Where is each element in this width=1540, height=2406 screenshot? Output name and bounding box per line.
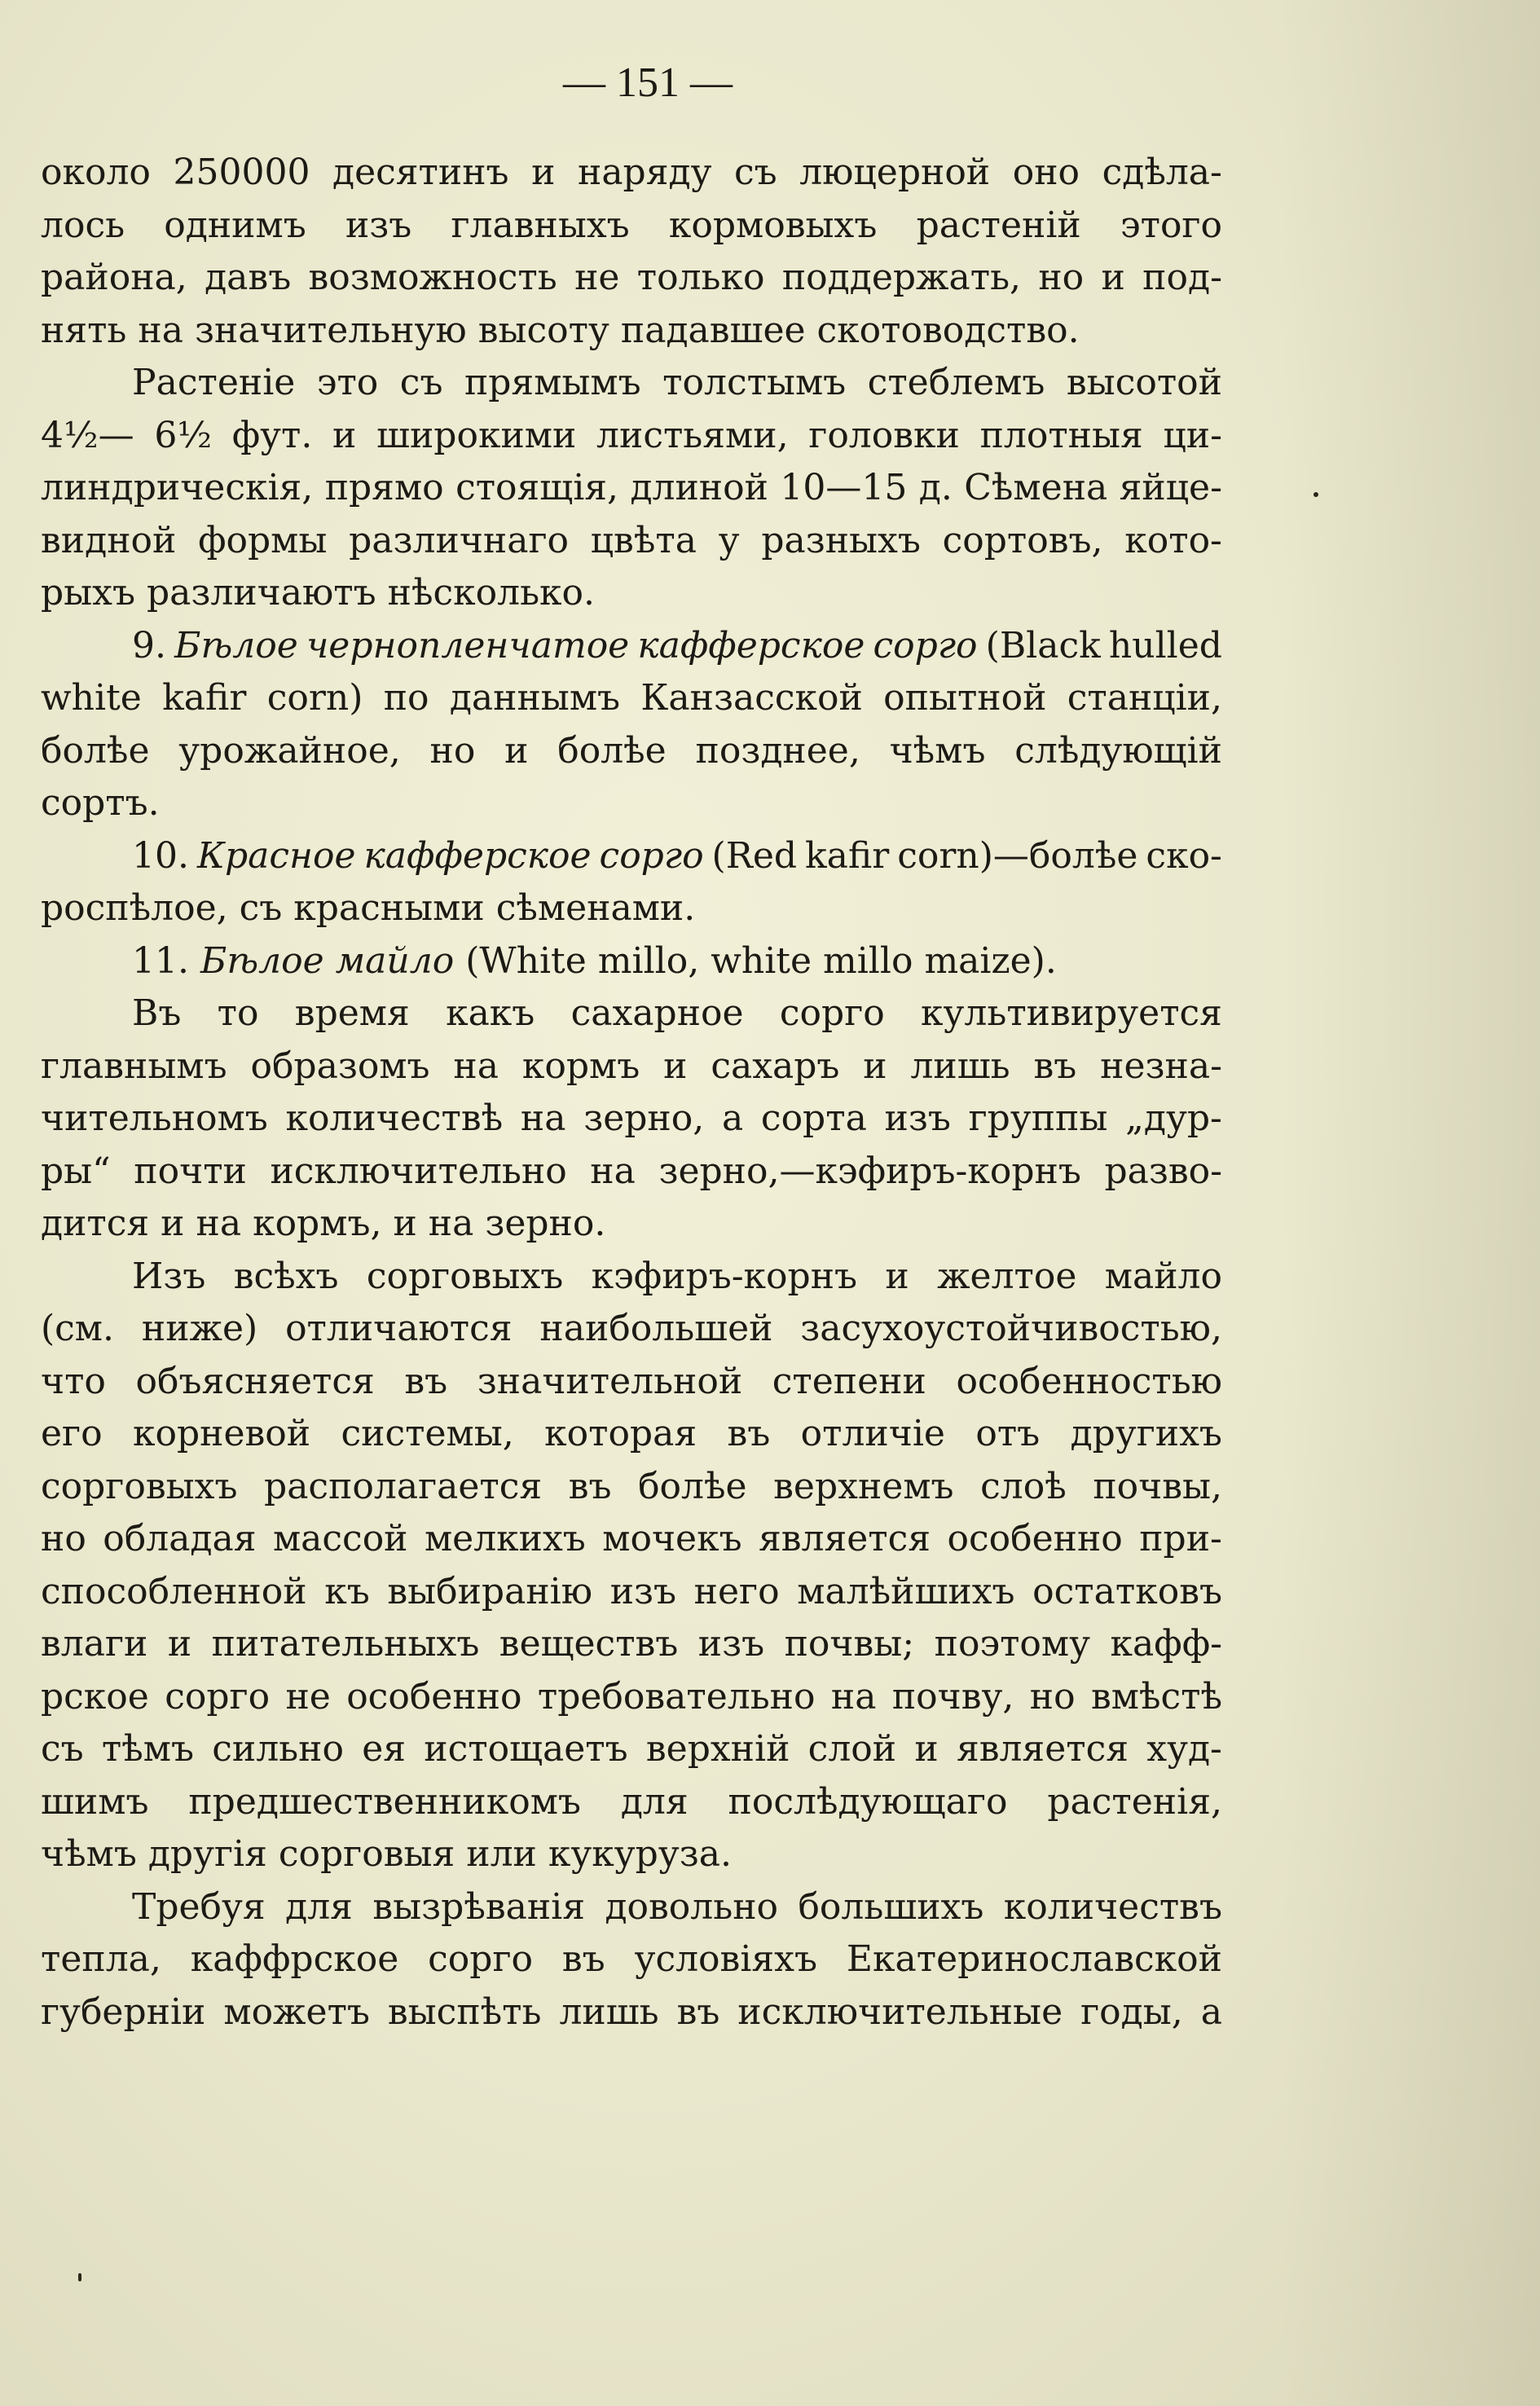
word: въ — [727, 1413, 771, 1454]
word: съ — [734, 152, 777, 193]
text-line — [41, 1461, 1222, 1514]
word: лишь — [559, 1990, 659, 2033]
word: исключительно — [270, 1150, 567, 1192]
word: и — [504, 729, 529, 772]
word: кормовыхъ — [668, 204, 878, 246]
word: чительномъ — [41, 1097, 268, 1139]
text-line — [41, 147, 1222, 200]
word: 4½— — [41, 414, 134, 456]
word: на — [196, 1203, 242, 1244]
word: майло — [1104, 1255, 1222, 1297]
word: съ — [41, 1728, 84, 1770]
word: къ — [324, 1570, 370, 1612]
word: сортовъ, — [942, 519, 1103, 561]
word: ци- — [1163, 414, 1222, 456]
word: головки — [808, 414, 960, 456]
word: главнымъ — [41, 1045, 227, 1087]
word: кафф- — [1110, 1623, 1222, 1665]
word: сорго — [165, 1675, 271, 1718]
text-line — [41, 1828, 1222, 1881]
word: формы — [198, 519, 328, 561]
word: наибольшей — [539, 1308, 773, 1349]
word: лишь — [910, 1045, 1010, 1087]
word: но — [41, 1518, 86, 1559]
word: его — [41, 1413, 103, 1454]
word: съ — [239, 887, 283, 929]
word: Изъ — [132, 1255, 206, 1297]
text-line — [41, 515, 1222, 568]
word: (Red — [711, 834, 798, 877]
word: разво- — [1104, 1150, 1222, 1192]
word: различнаго — [349, 519, 570, 561]
word: 250000 — [173, 152, 310, 193]
word: чернопленчатое — [306, 624, 630, 666]
word: въ — [404, 1360, 448, 1402]
word: даннымъ — [449, 677, 621, 719]
text-line — [41, 1198, 1222, 1251]
word: на — [428, 1203, 474, 1244]
text-line — [41, 777, 1222, 830]
word: шимъ — [41, 1780, 149, 1823]
word: почву, — [891, 1675, 1014, 1718]
word: годы, — [1080, 1990, 1183, 2033]
word: чѣмъ — [41, 1833, 137, 1875]
word: corn) — [266, 677, 363, 719]
word: него — [693, 1570, 780, 1612]
word: kafir — [162, 677, 247, 719]
word: незна- — [1100, 1045, 1222, 1087]
text-line — [41, 1566, 1222, 1619]
word: мочекъ — [602, 1518, 742, 1559]
word: условіяхъ — [634, 1938, 817, 1980]
word: кормъ, — [253, 1203, 382, 1244]
word: сорго — [428, 1938, 533, 1980]
word: ея — [362, 1728, 407, 1770]
text-line — [41, 1093, 1222, 1146]
word: д. — [918, 467, 953, 508]
word: что — [41, 1360, 106, 1402]
word: 9. — [132, 624, 166, 666]
word: давъ — [205, 257, 292, 298]
word: рское — [41, 1675, 149, 1718]
word: но — [1038, 257, 1085, 298]
word: района, — [41, 257, 187, 298]
word: сдѣла- — [1102, 152, 1222, 193]
word: отличіе — [800, 1413, 945, 1454]
word: по — [383, 677, 429, 719]
word: высоту — [477, 309, 609, 351]
word: является — [956, 1728, 1129, 1770]
word: около — [41, 152, 151, 193]
text-line — [41, 1146, 1222, 1199]
text-line — [41, 1356, 1222, 1409]
word: количествѣ — [285, 1097, 504, 1139]
word: особенно — [947, 1518, 1123, 1559]
text-line — [41, 935, 1222, 988]
word: тѣмъ — [101, 1728, 194, 1770]
word: истощаетъ — [424, 1728, 628, 1770]
text-line — [41, 725, 1222, 778]
word: опытной — [883, 677, 1047, 719]
word: сорго — [873, 624, 978, 666]
word: кэфиръ-корнъ — [591, 1255, 858, 1297]
word: засухоустойчивостью, — [800, 1308, 1222, 1349]
word: желтое — [937, 1255, 1077, 1297]
word: millo, — [597, 939, 700, 982]
word: образомъ — [250, 1045, 430, 1087]
text-line — [41, 1618, 1222, 1671]
ink-speck — [78, 2273, 81, 2281]
word: (Black — [985, 624, 1101, 666]
word: и — [663, 1045, 688, 1087]
word: сахаръ — [711, 1045, 840, 1087]
word: или — [466, 1833, 537, 1875]
word: мелкихъ — [424, 1518, 586, 1559]
word: отличаются — [285, 1308, 513, 1349]
word: не — [574, 257, 620, 298]
word: зерно,—кэфиръ-корнъ — [658, 1150, 1081, 1192]
word: питательныхъ — [211, 1623, 480, 1665]
page-edge-shadow — [1279, 0, 1540, 2406]
word: наряду — [578, 152, 712, 193]
word: исключительные — [737, 1990, 1063, 2033]
word: и — [531, 152, 556, 193]
word: цвѣта — [590, 519, 697, 561]
word: почвы, — [1093, 1465, 1222, 1507]
text-line — [41, 1933, 1222, 1986]
word: растенія, — [1047, 1780, 1222, 1823]
word: прямо — [324, 467, 444, 508]
word: верхній — [645, 1728, 790, 1770]
word: другихъ — [1070, 1413, 1222, 1454]
word: объясняется — [135, 1360, 375, 1402]
text-line — [41, 252, 1222, 305]
word: обладая — [103, 1518, 257, 1559]
word: значительную — [194, 309, 467, 351]
word: въ — [561, 1938, 605, 1980]
word: болѣе — [41, 729, 150, 772]
word: сѣменами. — [495, 887, 696, 929]
word: толстымъ — [662, 362, 847, 403]
text-line — [41, 567, 1222, 620]
word: способленной — [41, 1570, 307, 1612]
word: болѣе — [638, 1465, 747, 1507]
word: кафферское — [363, 834, 592, 877]
word: изъ — [609, 1570, 677, 1612]
word: выспѣть — [387, 1990, 542, 2033]
word: нять — [41, 309, 127, 351]
word: группы — [968, 1097, 1108, 1139]
word: Растеніе — [132, 362, 296, 403]
word: высотой — [1066, 362, 1222, 403]
word: почти — [134, 1150, 247, 1192]
text-line — [41, 1671, 1222, 1724]
text-line — [41, 620, 1222, 673]
word: дится — [41, 1203, 150, 1244]
text-line — [41, 1986, 1222, 2039]
word: изъ — [697, 1623, 765, 1665]
word: станціи, — [1067, 677, 1222, 719]
word: однимъ — [164, 204, 306, 246]
word: разныхъ — [761, 519, 921, 561]
word: а — [1200, 1990, 1222, 2033]
word: въ — [676, 1990, 720, 2033]
word: сортъ. — [41, 782, 160, 824]
word: hulled — [1108, 624, 1222, 666]
word: поэтому — [934, 1623, 1091, 1665]
word: вызрѣванія — [372, 1885, 586, 1928]
text-line — [41, 1040, 1222, 1093]
word: листьями, — [596, 414, 789, 456]
word: Сѣмена — [964, 467, 1108, 508]
body-text — [41, 147, 1222, 2039]
word: оно — [1012, 152, 1080, 193]
word: ниже) — [141, 1308, 258, 1349]
word: другія — [147, 1833, 267, 1875]
word: лось — [41, 204, 125, 246]
word: плотныя — [979, 414, 1143, 456]
word: и — [161, 1203, 185, 1244]
word: у — [718, 519, 740, 561]
word: системы, — [341, 1413, 514, 1454]
word: десятинъ — [332, 152, 509, 193]
page-number: — 151 — — [563, 59, 733, 106]
word: только — [636, 257, 765, 298]
word: падавшее — [620, 309, 806, 351]
word: длиной — [630, 467, 768, 508]
word: Канзасской — [640, 677, 863, 719]
word: предшественникомъ — [188, 1780, 581, 1823]
word: Въ — [132, 992, 182, 1034]
word: особенно — [346, 1675, 522, 1718]
word: на — [520, 1097, 566, 1139]
word: болѣе — [557, 729, 667, 772]
word: Бѣлое — [174, 624, 298, 666]
word: красными — [293, 887, 485, 929]
word: millo — [823, 939, 913, 982]
word: и — [914, 1728, 939, 1770]
word: слѣдующій — [1014, 729, 1222, 772]
word: стеблемъ — [867, 362, 1045, 403]
word: 6½ — [154, 414, 212, 456]
word: на — [830, 1675, 877, 1718]
word: майло — [335, 939, 455, 982]
word: изъ — [345, 204, 412, 246]
word: главныхъ — [451, 204, 630, 246]
word: располагается — [264, 1465, 543, 1507]
word: культивируется — [921, 992, 1222, 1034]
word: слоѣ — [980, 1465, 1067, 1507]
text-line — [41, 987, 1222, 1040]
word: kafir — [805, 834, 890, 877]
word: степени — [772, 1360, 926, 1402]
word: является — [759, 1518, 931, 1559]
word: 10. — [132, 834, 189, 877]
word: всѣхъ — [233, 1255, 339, 1297]
text-line — [41, 882, 1222, 935]
word: массой — [272, 1518, 408, 1559]
word: особенностью — [956, 1360, 1222, 1402]
text-line — [41, 1303, 1222, 1356]
word: веществъ — [499, 1623, 679, 1665]
word: верхнемъ — [773, 1465, 954, 1507]
text-line — [41, 1723, 1222, 1776]
word: но — [429, 729, 476, 772]
word: для — [285, 1885, 353, 1928]
word: white — [711, 939, 812, 982]
text-line — [41, 200, 1222, 253]
word: послѣдующаго — [728, 1780, 1008, 1823]
word: тепла, — [41, 1938, 161, 1980]
word: можетъ — [223, 1990, 370, 2033]
word: Екатеринославской — [846, 1938, 1222, 1980]
word: и — [885, 1255, 909, 1297]
word: отъ — [975, 1413, 1041, 1454]
word: въ — [1033, 1045, 1077, 1087]
word: прямымъ — [464, 362, 641, 403]
word: „дур- — [1125, 1097, 1222, 1139]
word: изъ — [884, 1097, 951, 1139]
word: Требуя — [132, 1885, 266, 1928]
word: видной — [41, 519, 177, 561]
word: Красное — [196, 834, 356, 877]
text-line — [41, 1513, 1222, 1566]
word: требовательно — [537, 1675, 816, 1718]
text-line — [41, 1251, 1222, 1304]
word: нѣсколько. — [387, 572, 596, 614]
word: сорговыя — [278, 1833, 455, 1875]
word: худ- — [1146, 1728, 1222, 1770]
word: стоящія, — [455, 467, 619, 508]
word: это — [316, 362, 379, 403]
word: люцерной — [799, 152, 991, 193]
word: вмѣстѣ — [1090, 1675, 1222, 1718]
word: довольно — [605, 1885, 779, 1928]
word: время — [294, 992, 410, 1034]
word: которая — [544, 1413, 697, 1454]
word: этого — [1120, 204, 1222, 246]
word: и — [393, 1203, 417, 1244]
text-line — [41, 1776, 1222, 1829]
word: на — [138, 309, 183, 351]
word: а — [721, 1097, 744, 1139]
word: на — [453, 1045, 499, 1087]
text-line — [41, 462, 1222, 515]
word: различаютъ — [147, 572, 376, 614]
word: (см. — [41, 1308, 115, 1349]
word: зерно, — [583, 1097, 705, 1139]
word: 11. — [132, 939, 189, 982]
word: не — [285, 1675, 331, 1718]
word: позднее, — [695, 729, 860, 772]
word: corn)—болѣе — [897, 834, 1138, 877]
word: white — [41, 677, 142, 719]
word: сорта — [760, 1097, 867, 1139]
text-line — [41, 830, 1222, 883]
word: и — [167, 1623, 192, 1665]
word: на — [590, 1150, 636, 1192]
word: корневой — [132, 1413, 311, 1454]
word: чѣмъ — [889, 729, 986, 772]
word: ско- — [1146, 834, 1222, 877]
word: ры“ — [41, 1150, 111, 1192]
text-line — [41, 672, 1222, 725]
word: влаги — [41, 1623, 148, 1665]
word: слой — [807, 1728, 897, 1770]
word: малѣйшихъ — [797, 1570, 1015, 1612]
word: но — [1029, 1675, 1076, 1718]
word: скотоводство. — [816, 309, 1080, 351]
word: сорго — [779, 992, 885, 1034]
word: растеній — [916, 204, 1081, 246]
word: кормъ — [521, 1045, 640, 1087]
word: и — [1101, 257, 1125, 298]
word: остатковъ — [1032, 1570, 1222, 1612]
word: губерніи — [41, 1990, 206, 2033]
word: въ — [568, 1465, 612, 1507]
word: кукуруза. — [548, 1833, 732, 1875]
word: почвы; — [784, 1623, 915, 1665]
word: урожайное, — [178, 729, 401, 772]
word: рыхъ — [41, 572, 135, 614]
word: кото- — [1124, 519, 1222, 561]
word: сорговыхъ — [41, 1465, 238, 1507]
word: сильно — [212, 1728, 344, 1770]
ink-speck — [1313, 492, 1318, 497]
word: (White — [465, 939, 587, 982]
text-line — [41, 305, 1222, 358]
word: при- — [1139, 1518, 1222, 1559]
word: роспѣлое, — [41, 887, 228, 929]
word: большихъ — [798, 1885, 984, 1928]
word: широкими — [376, 414, 577, 456]
word: съ — [399, 362, 443, 403]
word: зерно. — [485, 1203, 606, 1244]
word: и — [863, 1045, 887, 1087]
word: сорговыхъ — [366, 1255, 564, 1297]
word: каффрское — [190, 1938, 399, 1980]
word: то — [217, 992, 259, 1034]
word: под- — [1142, 257, 1222, 298]
word: поддержать, — [781, 257, 1022, 298]
word: сорго — [599, 834, 704, 877]
text-line — [41, 410, 1222, 463]
word: значительной — [477, 1360, 743, 1402]
word: сахарное — [570, 992, 744, 1034]
word: и — [332, 414, 357, 456]
word: возможность — [308, 257, 557, 298]
text-line — [41, 1408, 1222, 1461]
word: количествъ — [1003, 1885, 1222, 1928]
word: фут. — [231, 414, 313, 456]
word: яйце- — [1119, 467, 1222, 508]
word: линдрическія, — [41, 467, 314, 508]
word: Бѣлое — [200, 939, 324, 982]
word: какъ — [446, 992, 535, 1034]
word: выбиранію — [387, 1570, 593, 1612]
text-line — [41, 1881, 1222, 1934]
word: maize). — [924, 939, 1057, 982]
text-line — [41, 357, 1222, 410]
word: кафферское — [637, 624, 865, 666]
word: для — [620, 1780, 689, 1823]
word: 10—15 — [780, 467, 908, 508]
